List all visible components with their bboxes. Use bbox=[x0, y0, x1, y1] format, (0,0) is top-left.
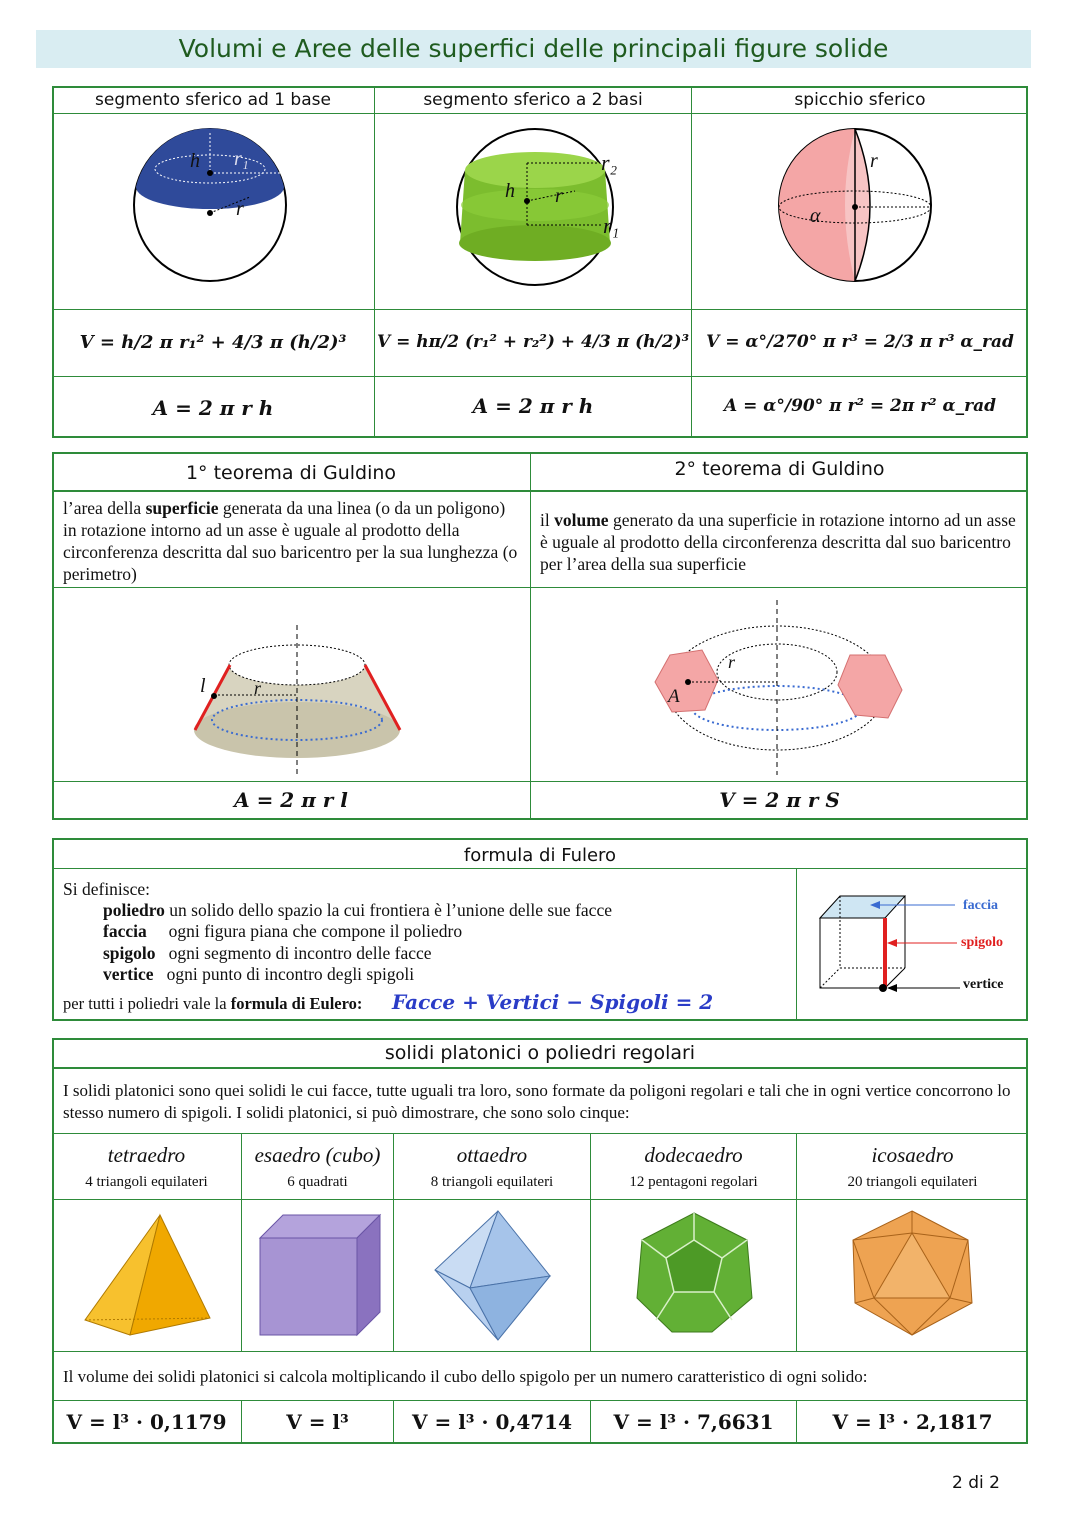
label-h: h bbox=[190, 150, 200, 172]
label-r2: r₂ bbox=[601, 150, 618, 175]
spherical-wedge-figure bbox=[775, 125, 935, 285]
solid-faces-dodecaedro: 12 pentagoni regolari bbox=[629, 1174, 758, 1190]
label-r1b: r₁ bbox=[603, 213, 620, 238]
guldino-1-text: l’area della superficie generata da una linea (o da un poligono) in rotazione intorno ad un asse è uguale al prodotto della circonferenza descritta dal suo baricentro per la sua lunghezza (o perimetro) bbox=[63, 498, 518, 584]
volume-tetraedro: V = l³ · 0,1179 bbox=[66, 1410, 227, 1434]
label-alpha: α bbox=[810, 205, 821, 227]
eulero-intro: Si definisce: bbox=[63, 879, 150, 899]
solid-faces-tetraedro: 4 triangoli equilateri bbox=[85, 1174, 208, 1190]
label-r-guldino2: r bbox=[728, 652, 736, 672]
volume-icosaedro: V = l³ · 2,1817 bbox=[832, 1410, 993, 1434]
label-A: A bbox=[668, 686, 680, 707]
solid-faces-esaedro: 6 quadrati bbox=[287, 1174, 348, 1190]
icosahedron-figure bbox=[850, 1208, 975, 1338]
dodecahedron-figure bbox=[632, 1210, 757, 1335]
volume-segment-2: V = hπ/2 (r₁² + r₂²) + 4/3 π (h/2)³ bbox=[376, 332, 690, 352]
solid-name-tetraedro: tetraedro bbox=[107, 1143, 186, 1167]
guldino-1-formula: A = 2 π r l bbox=[234, 788, 348, 812]
eulero-formula: Facce + Vertici − Spigoli = 2 bbox=[392, 990, 714, 1014]
label-r1: r₁ bbox=[234, 148, 249, 170]
solid-faces-icosaedro: 20 triangoli equilateri bbox=[847, 1174, 978, 1190]
header-eulero: formula di Fulero bbox=[463, 845, 617, 866]
header-platonic: solidi platonici o poliedri regolari bbox=[384, 1042, 696, 1064]
label-h2: h bbox=[505, 180, 515, 202]
cube-figure bbox=[255, 1210, 385, 1340]
guldino-2-figure bbox=[650, 600, 905, 775]
guldino-2-formula: V = 2 π r S bbox=[719, 788, 840, 812]
platonic-intro: I solidi platonici sono quei solidi le cui facce, tutte uguali tra loro, sono formate da poligoni regolari e tali che in ogni vertice concorrono lo stesso numero di spigoli. I solidi platonici, si può dimostrare, che sono solo cinque: bbox=[63, 1081, 1011, 1122]
tetrahedron-figure bbox=[80, 1210, 215, 1340]
volume-ottaedro: V = l³ · 0,4714 bbox=[412, 1410, 572, 1434]
label-faccia: faccia bbox=[963, 898, 998, 913]
solid-name-ottaedro: ottaedro bbox=[456, 1143, 528, 1167]
eulero-def-spigolo: spigolo ogni segmento di incontro delle facce bbox=[103, 943, 432, 963]
header-segment-1-base: segmento sferico ad 1 base bbox=[95, 90, 331, 110]
guldino-1-figure bbox=[190, 620, 405, 775]
platonic-volume-note: Il volume dei solidi platonici si calcola moltiplicando il cubo dello spigolo per un numero caratteristico di ogni solido: bbox=[63, 1367, 868, 1386]
page-title: Volumi e Aree delle superfici delle principali figure solide bbox=[178, 34, 889, 63]
area-spicchio: A = α°/90° π r² = 2π r² α_rad bbox=[724, 396, 996, 416]
solid-faces-ottaedro: 8 triangoli equilateri bbox=[430, 1174, 554, 1190]
solid-name-icosaedro: icosaedro bbox=[871, 1143, 954, 1167]
eulero-def-faccia: faccia ogni figura piana che compone il poliedro bbox=[103, 921, 463, 941]
sphere-segment-2-figure bbox=[455, 125, 618, 290]
area-segment-2: A = 2 π r h bbox=[472, 394, 594, 418]
label-spigolo: spigolo bbox=[961, 935, 1004, 950]
page-number: 2 di 2 bbox=[952, 1473, 1000, 1493]
header-guldino-1: 1° teorema di Guldino bbox=[185, 462, 397, 484]
header-spicchio: spicchio sferico bbox=[794, 90, 926, 110]
header-guldino-2: 2° teorema di Guldino bbox=[674, 458, 885, 480]
octahedron-figure bbox=[430, 1208, 555, 1343]
label-r-guldino1: r bbox=[254, 678, 262, 698]
volume-dodecaedro: V = l³ · 7,6631 bbox=[613, 1410, 774, 1434]
label-vertice: vertice bbox=[963, 977, 1004, 992]
guldino-2-text: il volume generato da una superficie in rotazione intorno ad un asse è uguale al prodotto della circonferenza descritta dal suo baricentro per l’area della sua superficie bbox=[540, 510, 1016, 574]
label-r3: r bbox=[870, 150, 878, 172]
label-r: r bbox=[236, 198, 244, 220]
header-segment-2-basi: segmento sferico a 2 basi bbox=[423, 90, 643, 110]
label-l: l bbox=[200, 675, 206, 697]
volume-segment-1: V = h/2 π r₁² + 4/3 π (h/2)³ bbox=[79, 332, 347, 353]
solid-name-dodecaedro: dodecaedro bbox=[644, 1143, 743, 1167]
eulero-def-vertice: vertice ogni punto di incontro degli spigoli bbox=[103, 964, 415, 984]
volume-spicchio: V = α°/270° π r³ = 2/3 π r³ α_rad bbox=[706, 332, 1014, 352]
eulero-def-poliedro: poliedro un solido dello spazio la cui frontiera è l’unione delle sue facce bbox=[103, 900, 612, 920]
volume-esaedro: V = l³ bbox=[286, 1410, 349, 1434]
eulero-closing: per tutti i poliedri vale la formula di Eulero: bbox=[63, 994, 363, 1013]
area-segment-1: A = 2 π r h bbox=[152, 396, 274, 420]
sphere-segment-1-figure bbox=[130, 125, 290, 285]
label-r-mid: r bbox=[555, 185, 563, 207]
solid-name-esaedro: esaedro (cubo) bbox=[254, 1143, 381, 1167]
